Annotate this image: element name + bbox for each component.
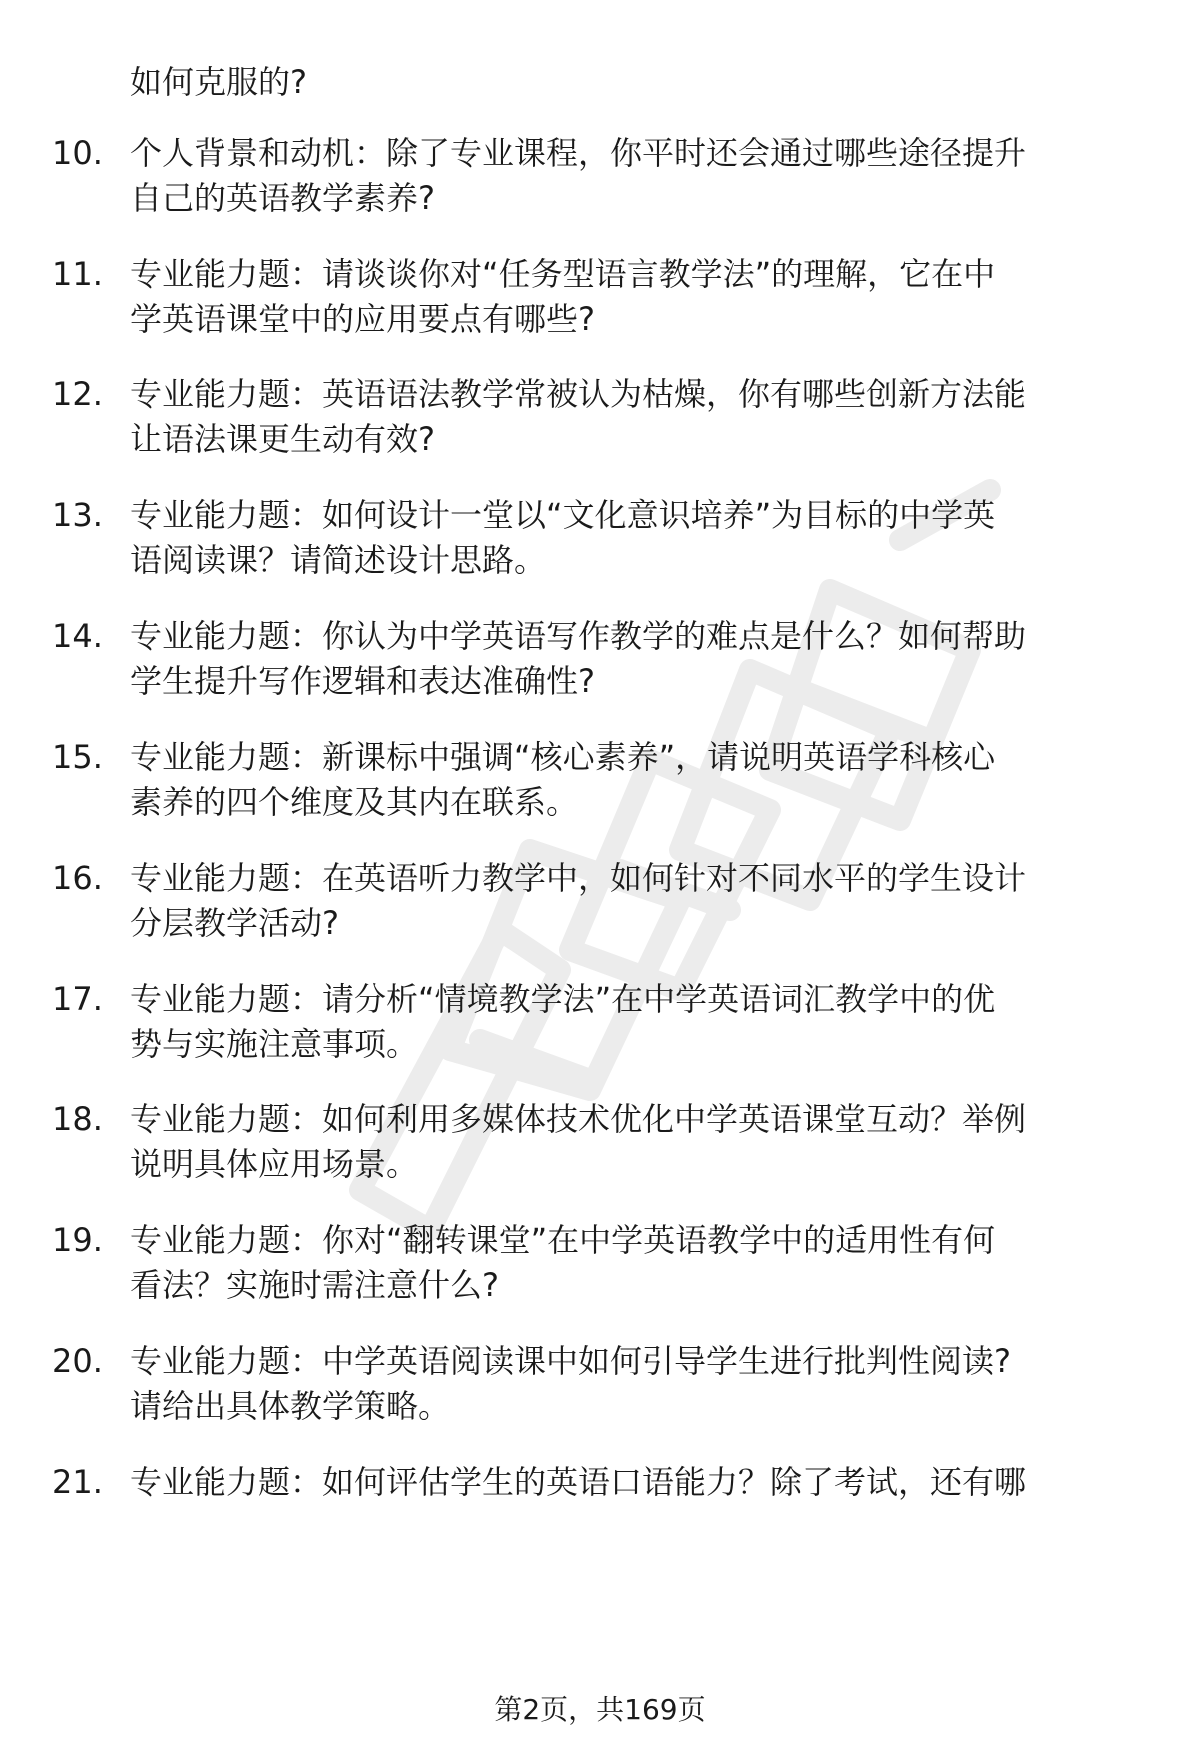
question-item xyxy=(0,856,1200,956)
question-text-line1: 专业能力题：如何设计一堂以“文化意识培养”为目标的中学英 xyxy=(130,496,996,534)
question-item xyxy=(0,131,1200,231)
question-text-line1: 专业能力题：新课标中强调“核心素养”，请说明英语学科核心 xyxy=(130,738,996,776)
question-text-line2: 势与实施注意事项。 xyxy=(130,1025,419,1063)
question-text-line1: 专业能力题：如何评估学生的英语口语能力？除了考试，还有哪 xyxy=(130,1463,1027,1501)
question-number: 10. xyxy=(52,134,103,172)
question-number: 19. xyxy=(52,1221,103,1259)
question-text-line1: 专业能力题：你认为中学英语写作教学的难点是什么？如何帮助 xyxy=(130,617,1027,655)
question-text-line1: 专业能力题：中学英语阅读课中如何引导学生进行批判性阅读? xyxy=(130,1342,1011,1380)
question-text-line2: 说明具体应用场景。 xyxy=(130,1145,419,1183)
question-text-line1: 专业能力题：你对“翻转课堂”在中学英语教学中的适用性有何 xyxy=(130,1221,996,1259)
question-text-line2: 分层教学活动? xyxy=(130,904,339,942)
question-item xyxy=(0,372,1200,472)
continuation-line: 如何克服的? xyxy=(130,63,307,101)
question-text-line2: 素养的四个维度及其内在联系。 xyxy=(130,783,579,821)
question-text-line2: 自己的英语教学素养? xyxy=(130,179,435,217)
question-item xyxy=(0,1460,1200,1510)
question-item xyxy=(0,1097,1200,1197)
question-number: 14. xyxy=(52,617,103,655)
question-text-line1: 专业能力题：在英语听力教学中，如何针对不同水平的学生设计 xyxy=(130,859,1027,897)
question-text-line1: 个人背景和动机：除了专业课程，你平时还会通过哪些途径提升 xyxy=(130,134,1027,172)
question-text-line1: 专业能力题：如何利用多媒体技术优化中学英语课堂互动？举例 xyxy=(130,1100,1027,1138)
question-number: 13. xyxy=(52,496,103,534)
question-text-line2: 学生提升写作逻辑和表达准确性? xyxy=(130,662,595,700)
question-number: 11. xyxy=(52,255,103,293)
page-footer: 第2页，共169页 xyxy=(494,1693,706,1726)
question-text-line2: 请给出具体教学策略。 xyxy=(130,1387,451,1425)
question-text-line2: 看法？实施时需注意什么? xyxy=(130,1266,499,1304)
question-text-line2: 语阅读课？请简述设计思路。 xyxy=(130,541,547,579)
question-item xyxy=(0,1339,1200,1439)
question-number: 21. xyxy=(52,1463,103,1501)
question-text-line1: 专业能力题：请谈谈你对“任务型语言教学法”的理解，它在中 xyxy=(130,255,996,293)
question-number: 15. xyxy=(52,738,103,776)
question-item xyxy=(0,252,1200,352)
question-number: 16. xyxy=(52,859,103,897)
question-number: 12. xyxy=(52,375,103,413)
question-text-line2: 学英语课堂中的应用要点有哪些? xyxy=(130,300,595,338)
question-number: 18. xyxy=(52,1100,103,1138)
question-item xyxy=(0,735,1200,835)
question-item xyxy=(0,614,1200,714)
question-item xyxy=(0,1218,1200,1318)
question-item xyxy=(0,493,1200,593)
question-text-line1: 专业能力题：请分析“情境教学法”在中学英语词汇教学中的优 xyxy=(130,980,996,1018)
question-number: 20. xyxy=(52,1342,103,1380)
question-text-line1: 专业能力题：英语语法教学常被认为枯燥，你有哪些创新方法能 xyxy=(130,375,1027,413)
question-item xyxy=(0,977,1200,1077)
question-number: 17. xyxy=(52,980,103,1018)
question-text-line2: 让语法课更生动有效? xyxy=(130,420,435,458)
